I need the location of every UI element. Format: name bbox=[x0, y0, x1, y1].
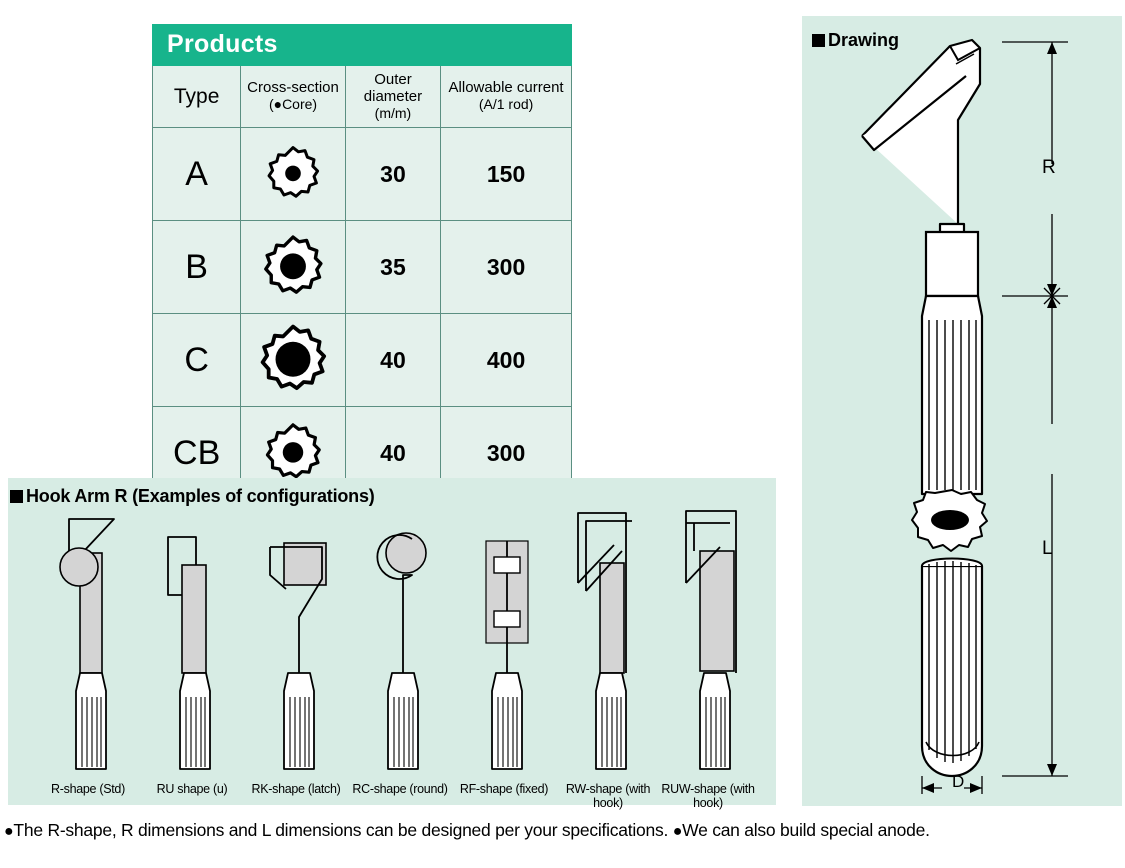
gear-icon bbox=[241, 221, 344, 313]
row-type: C bbox=[153, 314, 241, 407]
dimension-label-l: L bbox=[1042, 538, 1053, 559]
table-row bbox=[153, 314, 572, 407]
footer-note-2: We can also build special anode. bbox=[682, 820, 930, 840]
col-header-allowable-current-label: Allowable current bbox=[448, 79, 564, 97]
row-type: B bbox=[153, 221, 241, 314]
col-header-outer-diameter-label: Outer diameter bbox=[363, 71, 423, 105]
gear-icon-svg bbox=[259, 233, 327, 301]
hook-arm-label-rf-shape: RF-shape (fixed) bbox=[459, 782, 549, 796]
hook-arm-figure-rf-shape bbox=[452, 505, 556, 777]
hook-arm-figure-rw-shape bbox=[556, 505, 660, 777]
hook-arm-figure-rc-shape bbox=[348, 505, 452, 777]
round-bullet-icon: ● bbox=[4, 823, 14, 840]
square-bullet-icon bbox=[812, 34, 825, 47]
hook-arm-label-ru-shape: RU shape (u) bbox=[156, 782, 228, 796]
drawing-panel-title-text: Drawing bbox=[828, 30, 900, 50]
col-header-allowable-current bbox=[441, 66, 572, 128]
table-row bbox=[153, 128, 572, 221]
row-allowable-current: 300 bbox=[441, 221, 572, 314]
row-outer-diameter: 40 bbox=[345, 314, 440, 407]
anode-drawing bbox=[830, 24, 1110, 794]
square-bullet-icon bbox=[10, 490, 23, 503]
row-outer-diameter: 30 bbox=[345, 128, 440, 221]
row-outer-diameter: 40 bbox=[345, 407, 440, 500]
row-cross-section bbox=[241, 128, 345, 221]
hook-arm-figure-r-shape-svg bbox=[36, 505, 140, 777]
hook-arm-figure-ru-shape bbox=[140, 505, 244, 777]
hook-arm-label-rk-shape: RK-shape (latch) bbox=[251, 782, 341, 796]
hook-arm-panel-title bbox=[10, 486, 375, 507]
col-header-cross-section bbox=[241, 66, 345, 128]
gear-icon-svg bbox=[263, 144, 323, 204]
row-allowable-current: 150 bbox=[441, 128, 572, 221]
round-bullet-icon: ● bbox=[672, 823, 683, 840]
col-header-outer-diameter bbox=[345, 66, 440, 128]
hook-arm-figure-rk-shape-svg bbox=[244, 505, 348, 777]
col-header-outer-diameter-sub: (m/m) bbox=[374, 104, 412, 121]
products-title: Products bbox=[153, 25, 572, 66]
row-cross-section bbox=[241, 221, 345, 314]
hook-arm-label-rw-shape: RW-shape (with hook) bbox=[565, 782, 651, 810]
hook-arm-panel-title-text: Hook Arm R (Examples of configurations) bbox=[26, 486, 375, 506]
table-row bbox=[153, 221, 572, 314]
hook-arm-figure-ru-shape-svg bbox=[140, 505, 244, 777]
dimension-label-d: D bbox=[952, 772, 965, 791]
dimension-label-r: R bbox=[1042, 157, 1056, 178]
hook-arm-label-ruw-shape: RUW-shape (with hook) bbox=[661, 782, 755, 810]
row-outer-diameter: 35 bbox=[345, 221, 440, 314]
row-type: A bbox=[153, 128, 241, 221]
row-allowable-current: 400 bbox=[441, 314, 572, 407]
anode-drawing-svg bbox=[830, 24, 1110, 794]
hook-arm-label-r-shape: R-shape (Std) bbox=[51, 782, 125, 796]
gear-icon-svg bbox=[261, 421, 325, 485]
hook-arm-figure-ruw-shape-svg bbox=[660, 505, 764, 777]
gear-icon-svg bbox=[255, 322, 331, 398]
hook-arm-figure-rw-shape-svg bbox=[556, 505, 660, 777]
footer-note-1: The R-shape, R dimensions and L dimensions can be designed per your specifications. bbox=[13, 820, 669, 840]
col-header-allowable-current-sub: (A/1 rod) bbox=[478, 96, 534, 113]
products-table bbox=[152, 24, 572, 500]
table-header-row bbox=[153, 66, 572, 128]
hook-arm-figure-rk-shape bbox=[244, 505, 348, 777]
col-header-cross-section-label: Cross-section bbox=[247, 79, 339, 97]
hook-arm-figure-rc-shape-svg bbox=[348, 505, 452, 777]
row-cross-section bbox=[241, 314, 345, 407]
col-header-cross-section-sub: (●Core) bbox=[268, 96, 318, 113]
col-header-type: Type bbox=[153, 66, 241, 128]
hook-arm-label-rc-shape: RC-shape (round) bbox=[352, 782, 448, 796]
hook-arm-figure-ruw-shape bbox=[660, 505, 764, 777]
table-title-row bbox=[153, 25, 572, 66]
hook-arm-figure-rf-shape-svg bbox=[452, 505, 556, 777]
gear-icon bbox=[241, 128, 344, 220]
row-type: CB bbox=[153, 407, 241, 500]
row-allowable-current: 300 bbox=[441, 407, 572, 500]
hook-arm-figure-r-shape bbox=[36, 505, 140, 777]
footer-notes bbox=[4, 820, 1121, 841]
gear-icon bbox=[241, 314, 344, 406]
